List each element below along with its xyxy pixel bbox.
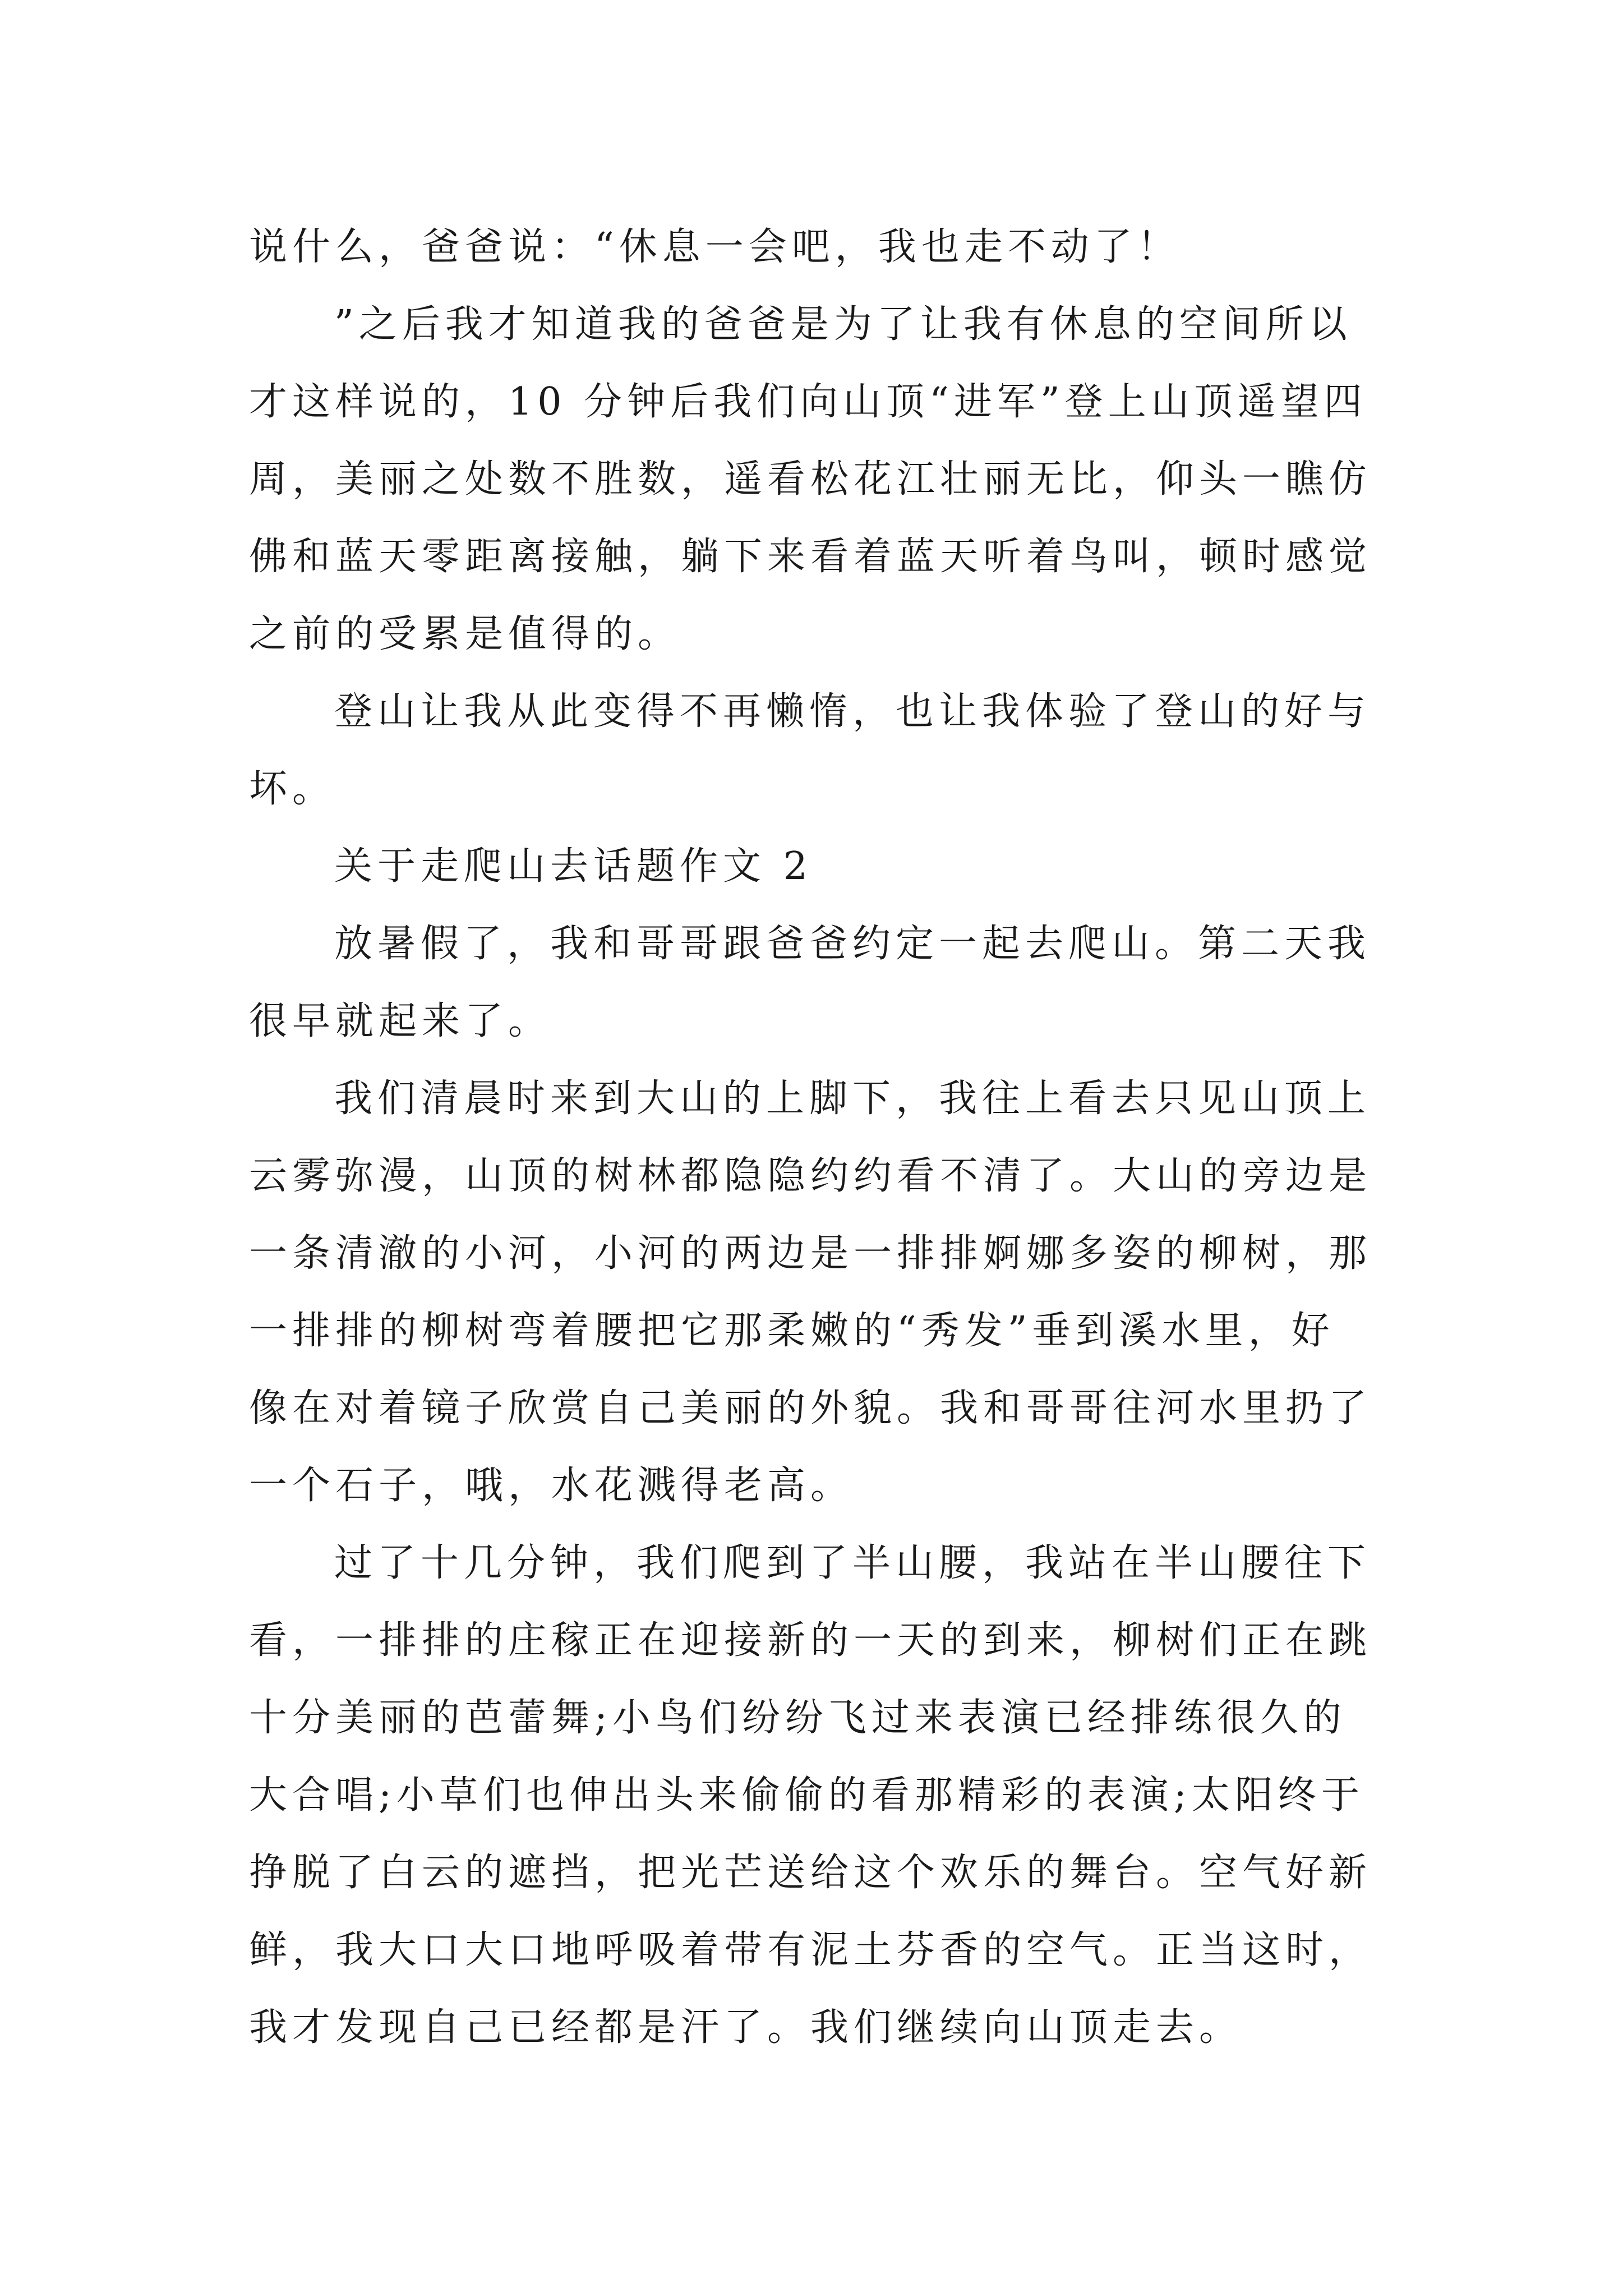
text-line: 鲜，我大口大口地呼吸着带有泥土芬香的空气。正当这时， [249,1928,1372,1972]
text-line: 我们清晨时来到大山的上脚下，我往上看去只见山顶上 [334,1076,1371,1121]
text-line: 挣脱了白云的遮挡，把光芒送给这个欢乐的舞台。空气好新 [249,1851,1372,1895]
text-line: 说什么，爸爸说：“休息一会吧，我也走不动了！ [249,225,1181,269]
text-line: 像在对着镜子欣赏自己美丽的外貌。我和哥哥往河水里扔了 [249,1386,1372,1430]
text-line: 很早就起来了。 [249,999,552,1043]
text-line: 看，一排排的庄稼正在迎接新的一天的到来，柳树们正在跳 [249,1618,1372,1663]
text-line: ”之后我才知道我的爸爸是为了让我有休息的空间所以 [334,302,1352,347]
text-line: 之前的受累是值得的。 [249,612,681,656]
text-line: 登山让我从此变得不再懒惰，也让我体验了登山的好与 [334,689,1371,734]
section-heading: 关于走爬山去话题作文 2 [334,844,813,889]
text-line: 大合唱;小草们也伸出头来偷偷的看那精彩的表演;太阳终于 [249,1773,1364,1818]
text-line: 周，美丽之处数不胜数，遥看松花江壮丽无比，仰头一瞧仿 [249,457,1372,501]
text-line: 放暑假了，我和哥哥跟爸爸约定一起去爬山。第二天我 [334,922,1371,966]
text-line: 才这样说的，10 分钟后我们向山顶“进军”登上山顶遥望四 [249,380,1367,424]
text-line: 我才发现自己已经都是汗了。我们继续向山顶走去。 [249,2005,1243,2050]
text-line: 一个石子，哦，水花溅得老高。 [249,1464,854,1508]
text-line: 坏。 [249,767,336,811]
essay-text [249,209,1382,2067]
text-line: 过了十几分钟，我们爬到了半山腰，我站在半山腰往下 [334,1541,1371,1585]
text-line: 一条清澈的小河，小河的两边是一排排婀娜多姿的柳树，那 [249,1231,1372,1276]
text-line: 佛和蓝天零距离接触，躺下来看着蓝天听着鸟叫，顿时感觉 [249,535,1372,579]
text-line: 十分美丽的芭蕾舞;小鸟们纷纷飞过来表演已经排练很久的 [249,1696,1347,1740]
text-line: 一排排的柳树弯着腰把它那柔嫩的“秀发”垂到溪水里，好 [249,1309,1335,1353]
text-line: 云雾弥漫，山顶的树林都隐隐约约看不清了。大山的旁边是 [249,1154,1372,1198]
